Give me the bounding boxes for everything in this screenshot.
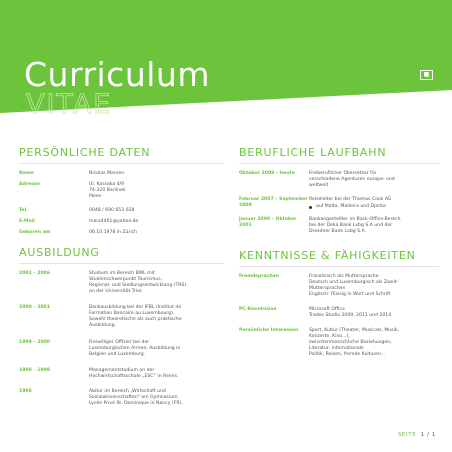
item-value <box>89 271 224 295</box>
item-value-line: weltweit <box>309 183 329 188</box>
item-label: PC-Kenntnisse <box>239 307 277 312</box>
personal-data-list <box>19 171 224 236</box>
title-curriculum: Curriculum <box>24 55 210 94</box>
corner-square-icon: ■ <box>420 70 433 80</box>
item-label: 1998 <box>19 389 32 394</box>
item-label: E-Mail <box>19 219 35 224</box>
item-value <box>309 217 439 235</box>
item-label: Januar 2000 – Oktober 2001 <box>239 217 297 228</box>
title-vitae: VITAE <box>26 89 113 120</box>
list-item <box>19 219 224 225</box>
item-label: Oktober 2008 – heute <box>239 171 295 176</box>
list-item <box>239 274 439 298</box>
item-label: Name <box>19 171 34 176</box>
item-value-line: 0048 / 690 653 028 <box>89 208 135 213</box>
item-value-line: Literatur, internationale <box>309 346 364 351</box>
item-label: Geboren am <box>19 230 51 235</box>
right-column <box>239 146 439 363</box>
item-value <box>89 182 224 200</box>
item-value <box>89 230 224 236</box>
item-value-line: Belgien und Luxemburg. <box>89 352 146 357</box>
item-value-line: Bankangestellter im Back-Office-Berech <box>309 217 401 222</box>
list-item <box>19 368 224 380</box>
item-value-line: Politik, Reisen, fremde Kulturen... <box>309 352 386 357</box>
item-value <box>89 389 224 407</box>
skills-list <box>239 274 439 358</box>
item-value-line: Englisch: flüssig in Wort und Schrift <box>309 292 391 297</box>
item-value-line: Französisch als Muttersprache <box>309 274 379 279</box>
item-value-line: Sozialwissenschaften“ am Gymnasium <box>89 395 178 400</box>
item-value <box>309 307 439 319</box>
section-title-skills: KENNTNISSE & FÄHIGKEITEN <box>239 249 439 267</box>
item-value-line: Nicolas Marven <box>89 171 125 176</box>
item-value-line: Bankausbildung bei der IFBL (Institut de <box>89 305 182 310</box>
item-value-line: Abitur im Bereich „Wirtschaft und <box>89 389 166 394</box>
item-value-line: Freiwilliger Offizier bei der <box>89 340 150 345</box>
item-label: Februar 2007 – September 2008 <box>239 197 308 208</box>
item-label: Adresse <box>19 182 40 187</box>
bullet-icon <box>309 206 312 209</box>
item-value-line: bei der Deka Bank Lxbg S.A und der <box>309 223 393 228</box>
item-label: Fremdsprachen <box>239 274 280 279</box>
item-value <box>89 340 224 358</box>
item-value-line: Studium im Bereich BWL mit <box>89 271 155 276</box>
item-value-line: Trados Studio 2009, 2011 und 2014 <box>309 313 392 318</box>
item-label: Persönliche Interessen <box>239 328 299 333</box>
item-value-line: Reiseleiter bei der Thomas Cook AG <box>309 197 392 202</box>
item-value <box>89 368 224 380</box>
item-value-line: Regional- und Siedlungsentwicklung (TRS) <box>89 283 187 288</box>
item-label: Tel. <box>19 208 28 213</box>
item-value-line: Sport, Kultur (Theater, Musicals, Musik, <box>309 328 400 333</box>
list-item <box>19 171 224 177</box>
education-list <box>19 271 224 407</box>
list-item <box>239 197 439 210</box>
item-value-line: Polen <box>89 194 102 199</box>
footer-page-number: 1 / 1 <box>420 432 436 438</box>
list-item <box>239 171 439 189</box>
item-value <box>309 328 439 358</box>
career-list <box>239 171 439 235</box>
bullet-text: auf Malta, Madeira und Djerba <box>316 204 386 209</box>
item-label: 2002 – 2006 <box>19 271 51 276</box>
item-value-line: Microsoft Office <box>309 307 345 312</box>
item-value-line: Konzerte, Kino...), <box>309 334 350 339</box>
item-value <box>89 208 224 214</box>
item-value-line: Formation Bancaire au Luxembourg). <box>89 311 175 316</box>
item-value-line: Ausbildung. <box>89 323 117 328</box>
item-value-line: 06.10.1978 in Zürich <box>89 230 138 235</box>
item-value-line: Muttersprachen <box>309 286 346 291</box>
item-value <box>309 171 439 189</box>
list-item <box>239 217 439 235</box>
list-item <box>19 271 224 295</box>
section-title-career: BERUFLICHE LAUFBAHN <box>239 146 439 164</box>
item-value-line: Dresdner Bank Lxbg S.A. <box>309 229 367 234</box>
item-value-line: verschiedene Agenturen europa- und <box>309 177 395 182</box>
item-value-line: Luxemburgischen Armee, Ausbildung in <box>89 346 181 351</box>
item-value-line: Ul. Kossaka 4/9 <box>89 182 125 187</box>
item-value-line: Deutsch und Luxemburgisch als Zweit- <box>309 280 399 285</box>
bullet-item <box>309 204 439 210</box>
list-item <box>19 389 224 407</box>
list-item <box>239 307 439 319</box>
footer-label: SEITE <box>397 432 417 438</box>
item-value-line: Studienschwerpunkt Tourismus, <box>89 277 163 282</box>
item-value <box>89 171 224 177</box>
list-item <box>19 208 224 214</box>
item-value-line: Managementstudium an der <box>89 368 155 373</box>
item-label: 1999 – 2000 <box>19 340 51 345</box>
page-footer <box>398 432 436 438</box>
item-value-line: 74-320 Barlinek <box>89 188 126 193</box>
list-item <box>239 328 439 358</box>
item-value-line: Lycée Privé St. Dominique in Nancy (FR). <box>89 401 183 406</box>
item-value-line: Hochwirtschaftsschule „ESC“ in Reims. <box>89 374 179 379</box>
item-value <box>89 219 224 225</box>
item-value <box>309 197 439 210</box>
item-value-line: Sowohl theoretische als auch praktische <box>89 317 182 322</box>
list-item <box>19 182 224 200</box>
item-value-line: Freiberuflicher Übersetzer für <box>309 171 377 176</box>
item-value <box>89 305 224 329</box>
header-banner <box>0 0 452 120</box>
item-value <box>309 274 439 298</box>
section-title-education: AUSBILDUNG <box>19 246 224 264</box>
section-title-personal: PERSÖNLICHE DATEN <box>19 146 224 164</box>
list-item <box>19 230 224 236</box>
list-item <box>19 305 224 329</box>
item-value-line: an der Universität Trier. <box>89 289 143 294</box>
item-value-line: marx4401@yahoo.de <box>89 219 139 224</box>
item-label: 1998 – 1999 <box>19 368 51 373</box>
left-column <box>19 146 224 412</box>
item-value-line: zwischenmenschliche Beziehungen, <box>309 340 392 345</box>
item-label: 2000 – 2001 <box>19 305 51 310</box>
list-item <box>19 340 224 358</box>
